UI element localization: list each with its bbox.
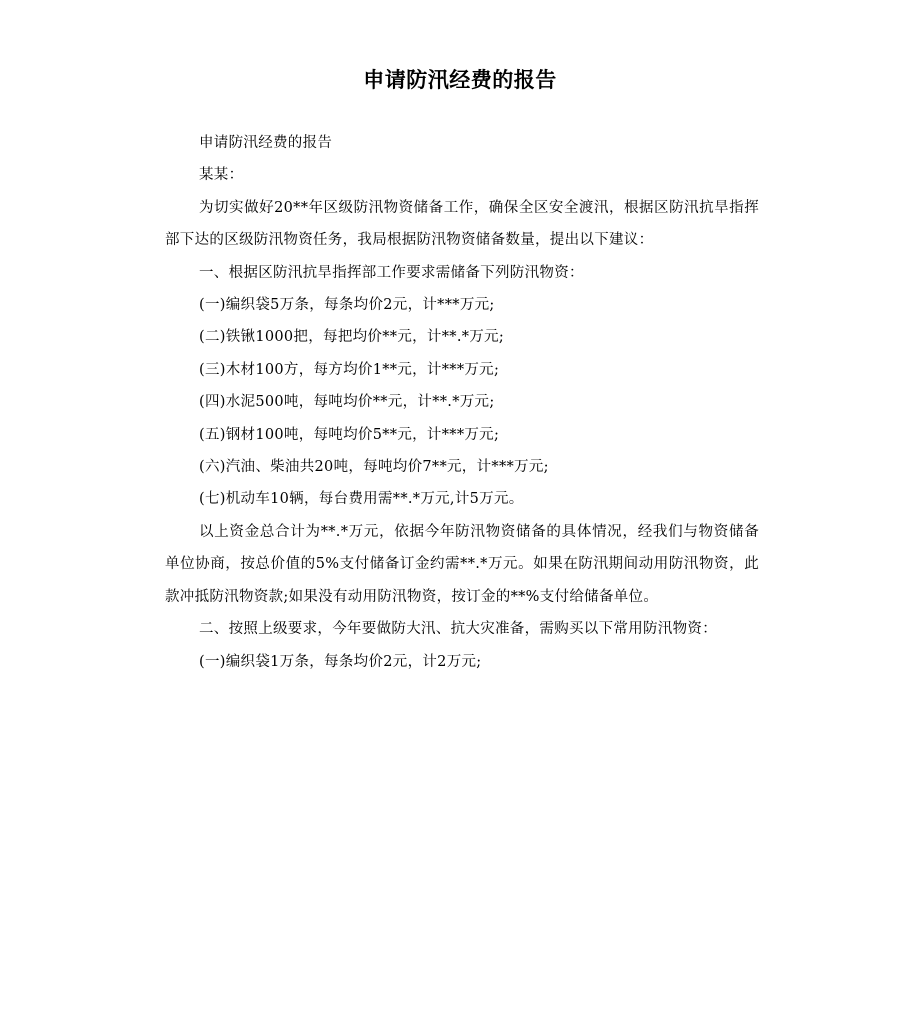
paragraph-item: (二)铁锹1000把，每把均价**元，计**.*万元; xyxy=(199,329,505,346)
paragraph-item: (四)水泥500吨，每吨均价**元，计**.*万元; xyxy=(199,394,495,411)
paragraph-salutation: 某某： xyxy=(199,167,244,184)
paragraph-section-two: 二、按照上级要求，今年要做防大汛、抗大灾准备，需购买以下常用防汛物资： xyxy=(199,621,717,638)
paragraph-item: (七)机动车10辆，每台费用需**.*万元,计5万元。 xyxy=(199,491,524,508)
paragraph-item: (五)钢材100吨，每吨均价5**元，计***万元; xyxy=(199,426,500,443)
document-title: 申请防汛经费的报告 xyxy=(363,68,557,92)
paragraph-item: (一)编织袋1万条，每条均价2元，计2万元; xyxy=(199,653,482,670)
paragraph-item: (三)木材100方，每方均价1**元，计***万元; xyxy=(199,361,500,378)
paragraph-section-one: 一、根据区防汛抗旱指挥部工作要求需储备下列防汛物资： xyxy=(199,264,584,281)
paragraph-item: (一)编织袋5万条，每条均价2元，计***万元; xyxy=(199,297,495,314)
paragraph-summary: 以上资金总合计为**.*万元，依据今年防汛物资储备的具体情况，经我们与物资储备单位协商，按总价值的5%支付储备订金约需**.*万元。如果在防汛期间动用防汛物资，此款冲抵防汛物资款;如果没有动用防汛物资，按订金的**%支付给储备单位。 xyxy=(165,523,759,605)
document-body xyxy=(165,127,759,678)
paragraph-item: (六)汽油、柴油共20吨，每吨均价7**元，计***万元; xyxy=(199,459,549,476)
paragraph-intro: 为切实做好20**年区级防汛物资储备工作，确保全区安全渡汛，根据区防汛抗旱指挥部下达的区级防汛物资任务，我局根据防汛物资储备数量，提出以下建议： xyxy=(165,199,759,249)
paragraph-heading: 申请防汛经费的报告 xyxy=(199,135,333,151)
